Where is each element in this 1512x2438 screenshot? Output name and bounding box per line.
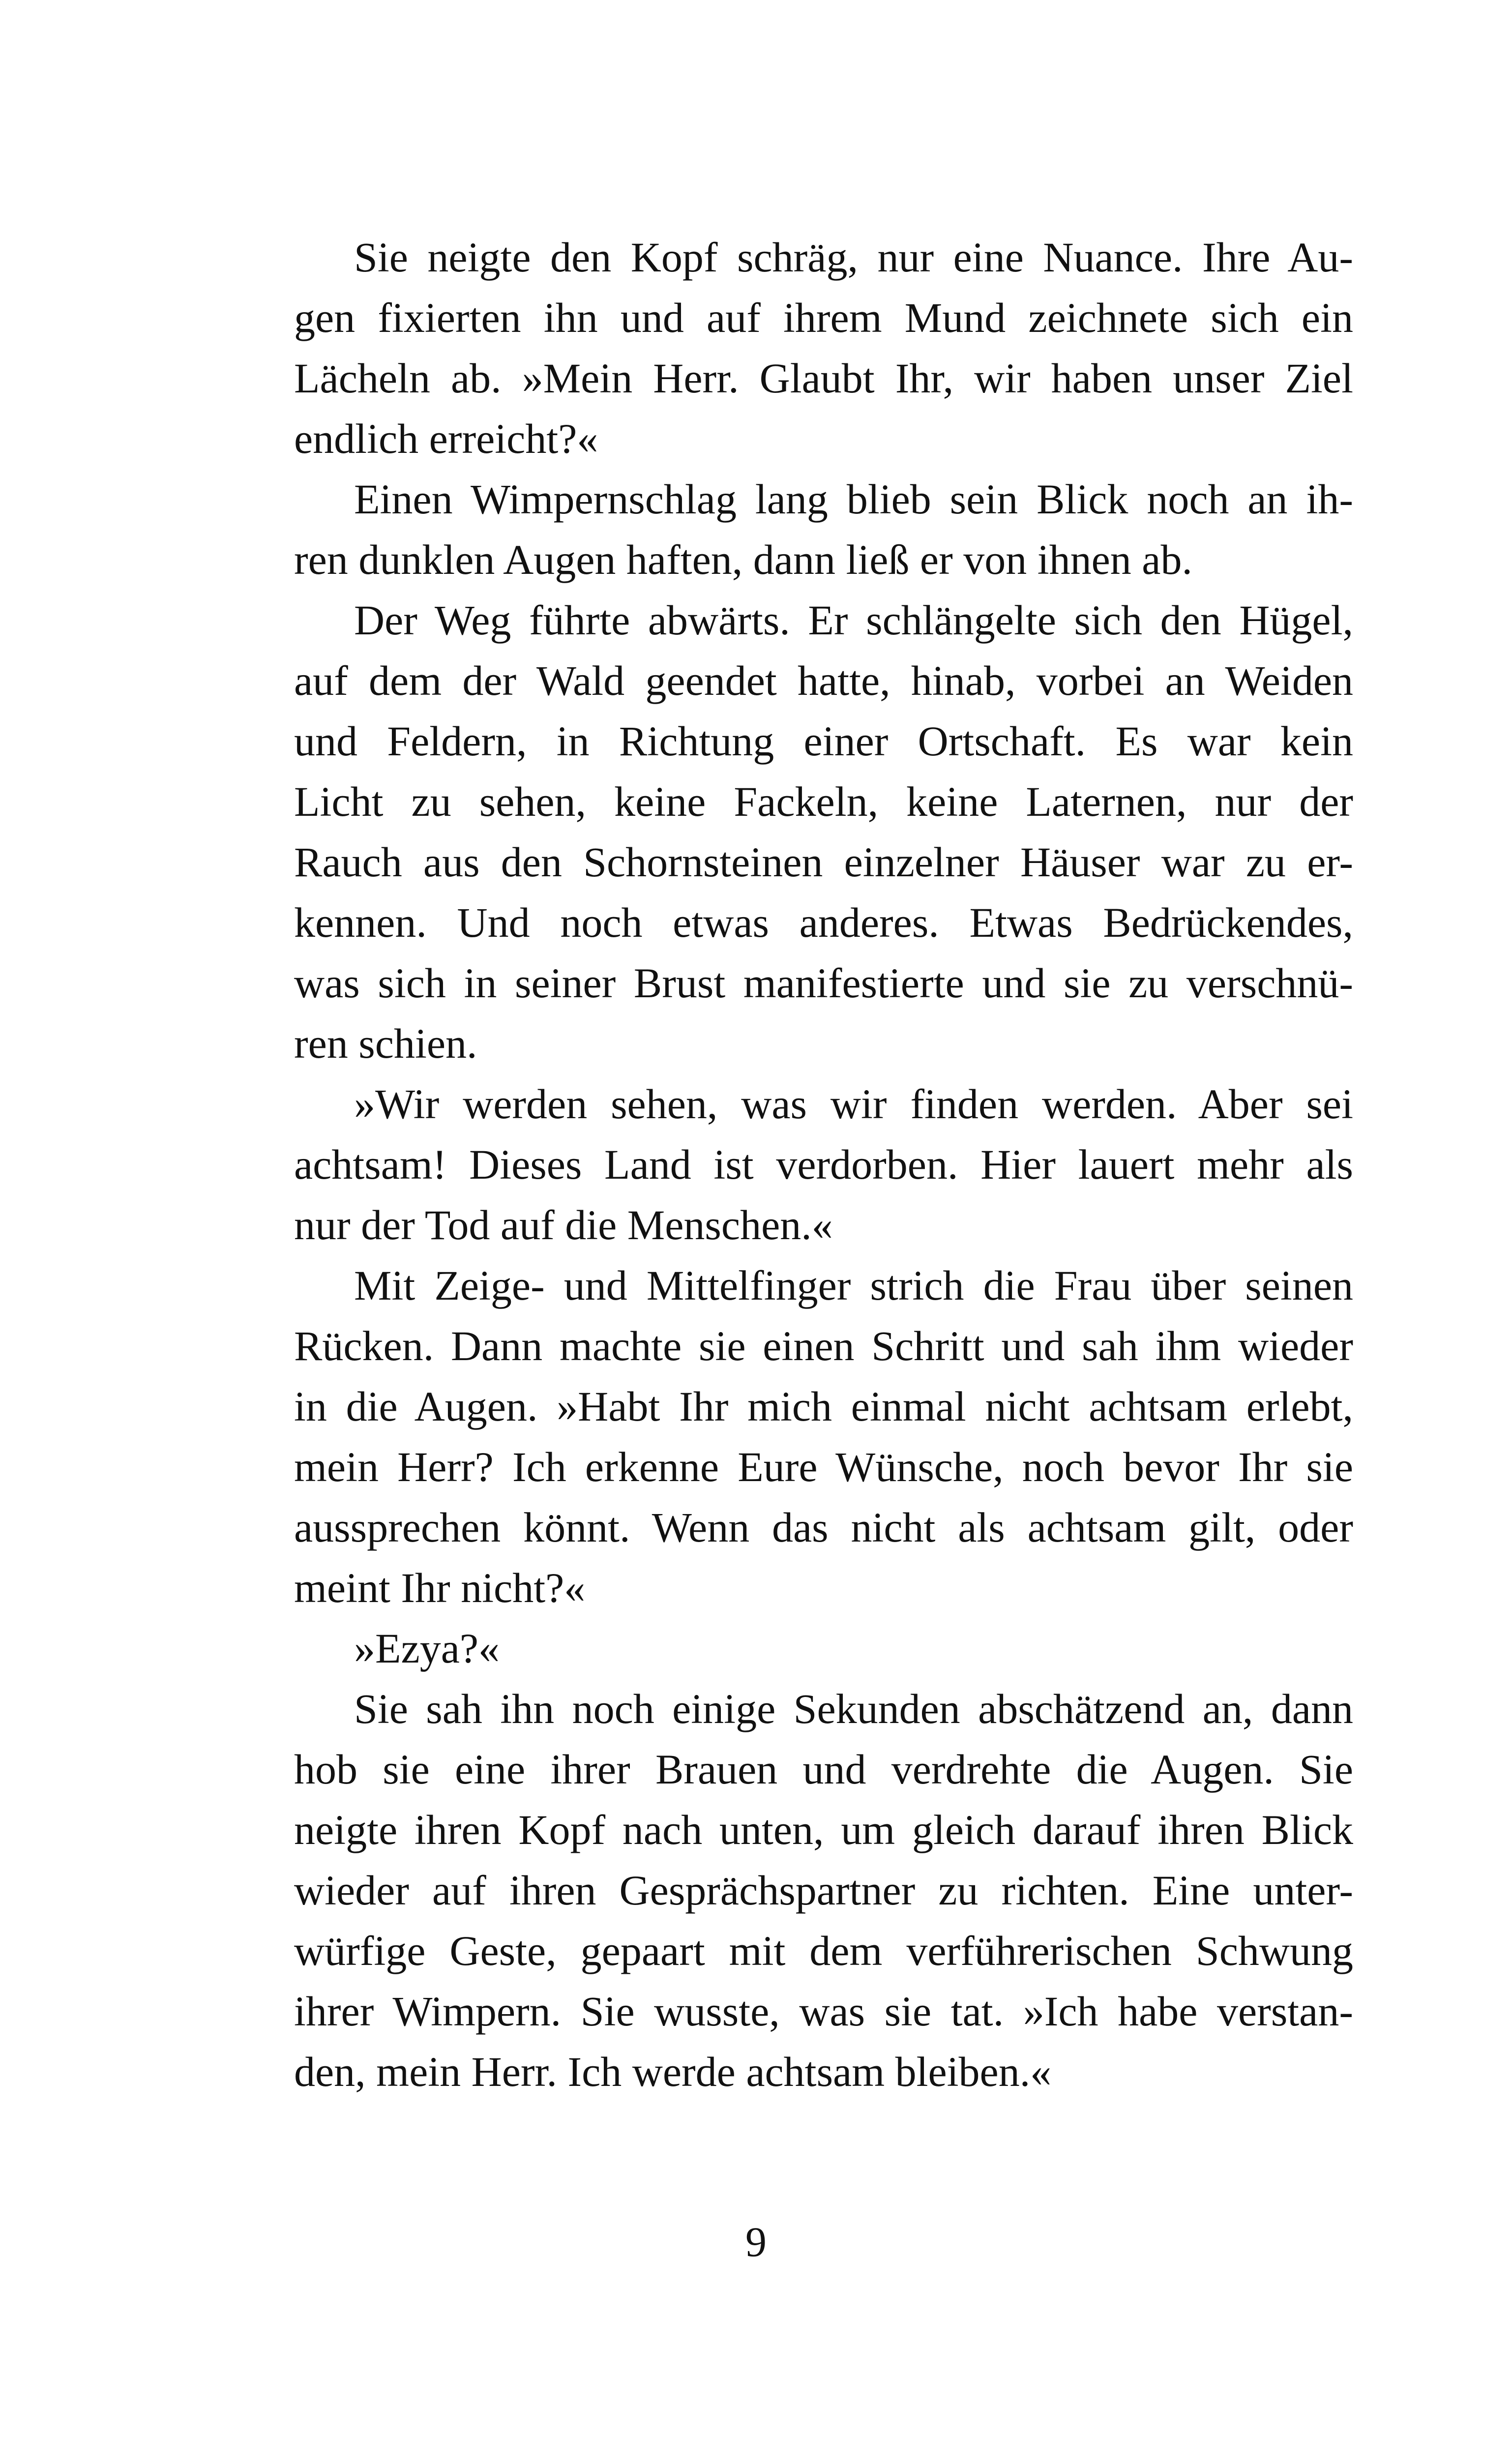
- text-line: Lächeln ab. »Mein Herr. Glaubt Ihr, wir haben unser Ziel: [294, 355, 1353, 402]
- text-line: Sie sah ihn noch einige Sekunden abschätzend an, dann: [354, 1685, 1353, 1732]
- text-line: Rücken. Dann machte sie einen Schritt und sah ihm wieder: [294, 1322, 1353, 1369]
- text-line: achtsam! Dieses Land ist verdorben. Hier lauert mehr als: [294, 1141, 1353, 1188]
- text-line: ren schien.: [294, 1020, 477, 1067]
- text-line: gen fixierten ihn und auf ihrem Mund zeichnete sich ein: [294, 294, 1353, 341]
- page-number: 9: [745, 2218, 767, 2265]
- text-line: in die Augen. »Habt Ihr mich einmal nicht achtsam erlebt,: [294, 1383, 1353, 1430]
- text-line: hob sie eine ihrer Brauen und verdrehte die Augen. Sie: [294, 1746, 1353, 1793]
- text-line: was sich in seiner Brust manifestierte und sie zu verschnü-: [294, 959, 1353, 1007]
- text-line: nur der Tod auf die Menschen.«: [294, 1201, 833, 1249]
- text-line: Mit Zeige- und Mittelfinger strich die Frau über seinen: [354, 1262, 1353, 1309]
- body-text: [294, 227, 1353, 2102]
- text-line: ihrer Wimpern. Sie wusste, was sie tat. »Ich habe verstan-: [294, 1988, 1353, 2035]
- text-line: ren dunklen Augen haften, dann ließ er von ihnen ab.: [294, 536, 1192, 583]
- text-line: meint Ihr nicht?«: [294, 1564, 586, 1611]
- text-line: neigte ihren Kopf nach unten, um gleich darauf ihren Blick: [294, 1806, 1353, 1853]
- text-line: Sie neigte den Kopf schräg, nur eine Nuance. Ihre Au-: [354, 234, 1353, 281]
- text-line: kennen. Und noch etwas anderes. Etwas Bedrückendes,: [294, 899, 1353, 946]
- text-line: den, mein Herr. Ich werde achtsam bleiben.«: [294, 2048, 1052, 2095]
- text-line: auf dem der Wald geendet hatte, hinab, vorbei an Weiden: [294, 657, 1353, 704]
- text-line: mein Herr? Ich erkenne Eure Wünsche, noch bevor Ihr sie: [294, 1443, 1353, 1490]
- text-line: Einen Wimpernschlag lang blieb sein Blick noch an ih-: [354, 476, 1353, 523]
- text-line: »Ezya?«: [354, 1625, 500, 1672]
- text-line: wieder auf ihren Gesprächspartner zu richten. Eine unter-: [294, 1867, 1353, 1914]
- text-line: würfige Geste, gepaart mit dem verführerischen Schwung: [294, 1927, 1353, 1974]
- text-line: endlich erreicht?«: [294, 415, 598, 462]
- text-line: und Feldern, in Richtung einer Ortschaft. Es war kein: [294, 717, 1353, 765]
- text-line: »Wir werden sehen, was wir finden werden. Aber sei: [354, 1080, 1353, 1128]
- text-line: Rauch aus den Schornsteinen einzelner Häuser war zu er-: [294, 838, 1353, 886]
- text-line: Licht zu sehen, keine Fackeln, keine Laternen, nur der: [294, 778, 1353, 825]
- text-line: Der Weg führte abwärts. Er schlängelte sich den Hügel,: [354, 596, 1353, 644]
- text-line: aussprechen könnt. Wenn das nicht als achtsam gilt, oder: [294, 1504, 1353, 1551]
